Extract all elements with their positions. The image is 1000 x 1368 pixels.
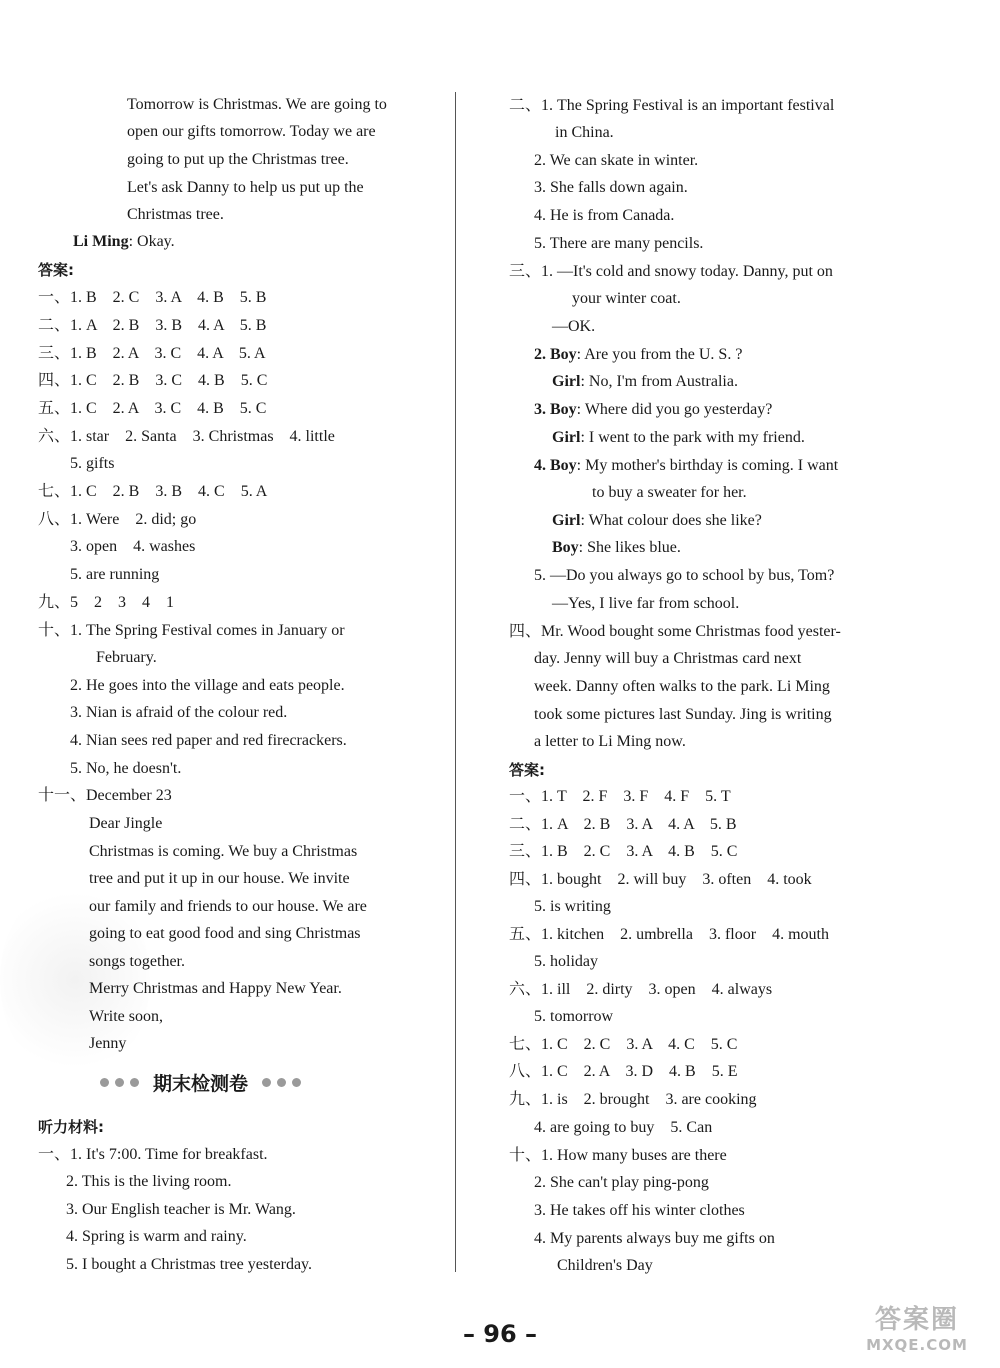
text-line [66,1255,312,1275]
text-line [66,1200,296,1220]
line-text: tree and put it up in our house. We invite [89,870,350,887]
text-line [89,1034,126,1054]
text-line [89,897,367,917]
line-text: 二、1. The Spring Festival is an important festival [509,97,835,114]
line-text: 答案: [38,261,74,279]
text-line [552,428,805,448]
text-line [73,232,175,252]
line-text: 4. He is from Canada. [534,207,675,224]
column-divider [455,92,456,1272]
line-text: 5. —Do you always go to school by bus, Tom? [534,567,835,584]
text-line [38,344,266,364]
line-text: 十一、December 23 [38,787,172,804]
line-text: 3. He takes off his winter clothes [534,1202,745,1219]
line-text: 4. are going to buy 5. Can [534,1119,713,1136]
text-line [555,123,614,143]
text-line [509,1035,737,1055]
text-line [38,288,266,308]
line-text: 3. Nian is afraid of the colour red. [70,704,288,721]
text-line [127,178,364,198]
text-line [534,1007,613,1027]
line-text: —Yes, I live far from school. [552,595,740,612]
text-line [70,565,159,585]
text-line [96,648,157,668]
line-text: 八、1. C 2. A 3. D 4. B 5. E [509,1063,738,1080]
line-text: : No, I'm from Australia. [580,373,738,390]
line-text: 一、1. T 2. F 3. F 4. F 5. T [509,788,731,805]
line-text: : Okay. [128,233,175,250]
line-text: 一、1. It's 7:00. Time for breakfast. [38,1146,268,1163]
line-text: 三、1. B 2. A 3. C 4. A 5. A [38,345,266,362]
line-text: 2. He goes into the village and eats people. [70,677,345,694]
line-text: to buy a sweater for her. [592,484,747,501]
text-line [38,371,267,391]
text-line [70,759,181,779]
text-line [89,1007,163,1027]
text-line [534,1173,709,1193]
page-number: – 96 – [462,1320,538,1348]
speaker-label: 3. Boy [534,401,577,418]
text-line [509,1062,737,1082]
text-line [509,842,737,862]
line-text: : What colour does she like? [580,512,762,529]
line-text: : My mother's birthday is coming. I want [576,457,839,474]
line-text: 四、Mr. Wood bought some Christmas food yester- [509,623,841,640]
text-line [534,649,801,669]
answer-heading [38,260,74,280]
text-line [89,979,342,999]
line-text: 2. We can skate in winter. [534,152,699,169]
speaker-label: Girl [552,373,581,390]
line-text: 七、1. C 2. B 3. B 4. C 5. A [38,483,268,500]
text-line [534,677,830,697]
line-text: 5. No, he doesn't. [70,760,182,777]
line-text: 五、1. kitchen 2. umbrella 3. floor 4. mouth [509,926,829,943]
bullet-dot-icon [100,1078,109,1087]
text-line [552,372,738,392]
speaker-label: Li Ming [73,233,129,250]
text-line [38,427,335,447]
line-text: : Where did you go yesterday? [576,401,773,418]
text-line [89,924,361,944]
text-line [38,593,174,613]
answer-heading [509,760,545,780]
text-line [557,1256,653,1276]
text-line [534,566,834,586]
text-line [552,511,762,531]
line-text: 七、1. C 2. C 3. A 4. C 5. C [509,1036,738,1053]
line-text: going to eat good food and sing Christmas [89,925,361,942]
line-text: 六、1. ill 2. dirty 3. open 4. always [509,981,773,998]
line-text: day. Jenny will buy a Christmas card next [534,650,802,667]
bullet-dot-icon [262,1078,271,1087]
line-text: 2. This is the living room. [66,1173,232,1190]
watermark-url: MXQE.COM [866,1336,968,1354]
line-text: Christmas is coming. We buy a Christmas [89,843,358,860]
line-text: 十、1. The Spring Festival comes in January or [38,622,345,639]
text-line [534,732,686,752]
line-text: 4. Nian sees red paper and red firecrackers. [70,732,347,749]
text-line [534,1229,775,1249]
bullet-dot-icon [292,1078,301,1087]
line-text: Children's Day [557,1257,653,1274]
line-text: Write soon, [89,1008,164,1025]
line-text: 八、1. Were 2. did; go [38,511,197,528]
line-text: 六、1. star 2. Santa 3. Christmas 4. little [38,428,335,445]
line-text: 5. is writing [534,898,611,915]
line-text: 九、5 2 3 4 1 [38,594,175,611]
bullet-dot-icon [277,1078,286,1087]
text-line [66,1227,247,1247]
text-line [127,150,349,170]
text-line [552,317,595,337]
text-line [509,925,829,945]
text-line [89,814,162,834]
line-text: Tomorrow is Christmas. We are going to [127,96,387,113]
line-text: 听力材料: [38,1118,104,1136]
text-line [534,151,698,171]
line-text: week. Danny often walks to the park. Li Ming [534,678,830,695]
text-line [70,676,345,696]
text-line [534,345,742,365]
text-line [509,1146,727,1166]
line-text: —OK. [552,318,596,335]
text-line [572,289,681,309]
line-text: 3. Our English teacher is Mr. Wang. [66,1201,296,1218]
line-text: 2. She can't play ping-pong [534,1174,709,1191]
line-text: 4. My parents always buy me gifts on [534,1230,775,1247]
line-text: 二、1. A 2. B 3. B 4. A 5. B [38,317,267,334]
text-line [70,703,287,723]
text-line [509,1090,757,1110]
watermark-text: 答案圈 [874,1305,959,1335]
line-text: your winter coat. [572,290,681,307]
line-text: 5. tomorrow [534,1008,614,1025]
text-line [509,980,772,1000]
line-text: Dear Jingle [89,815,163,832]
line-text: in China. [555,124,614,141]
speaker-label: Boy [552,539,579,556]
line-text: 一、1. B 2. C 3. A 4. B 5. B [38,289,267,306]
text-line [534,400,772,420]
line-text: 3. She falls down again. [534,179,688,196]
speaker-label: 2. Boy [534,346,577,363]
bullet-dot-icon [130,1078,139,1087]
line-text: 四、1. bought 2. will buy 3. often 4. took [509,871,812,888]
line-text: February. [96,649,157,666]
text-line [509,870,812,890]
text-line [127,205,224,225]
line-text: 五、1. C 2. A 3. C 4. B 5. C [38,400,267,417]
text-line [70,731,347,751]
line-text: 5. I bought a Christmas tree yesterday. [66,1256,313,1273]
line-text: 四、1. C 2. B 3. C 4. B 5. C [38,372,268,389]
speaker-label: Girl [552,429,581,446]
line-text: 5. gifts [70,455,115,472]
text-line [38,399,266,419]
text-line [89,869,350,889]
line-text: songs together. [89,953,185,970]
line-text: Christmas tree. [127,206,224,223]
line-text: 5. There are many pencils. [534,235,704,252]
text-line [552,594,739,614]
watermark-logo [842,1304,992,1364]
text-line [89,842,357,862]
text-line [534,456,838,476]
text-line [127,122,376,142]
line-text: : She likes blue. [578,539,681,556]
line-text: 二、1. A 2. B 3. A 4. A 5. B [509,816,737,833]
line-text: going to put up the Christmas tree. [127,151,349,168]
speaker-label: 4. Boy [534,457,577,474]
line-text: our family and friends to our house. We are [89,898,367,915]
line-text: Jenny [89,1035,127,1052]
text-line [66,1172,231,1192]
text-line [509,787,731,807]
text-line [38,786,172,806]
text-line [534,705,832,725]
text-line [38,316,266,336]
line-text: a letter to Li Ming now. [534,733,686,750]
line-text: 3. open 4. washes [70,538,196,555]
line-text: 答案: [509,761,545,779]
text-line [70,537,195,557]
text-line [509,622,841,642]
text-line [534,206,674,226]
text-line [592,483,747,503]
answer-heading [38,1117,104,1137]
line-text: 十、1. How many buses are there [509,1147,727,1164]
line-text: 三、1. B 2. C 3. A 4. B 5. C [509,843,738,860]
text-line [70,454,114,474]
line-text: open our gifts tomorrow. Today we are [127,123,376,140]
section-title: 期末检测卷 [153,1072,249,1095]
text-line [38,1145,268,1165]
line-text: : I went to the park with my friend. [580,429,805,446]
line-text: 三、1. —It's cold and snowy today. Danny, put on [509,263,833,280]
line-text: took some pictures last Sunday. Jing is writing [534,706,832,723]
line-text: 5. are running [70,566,160,583]
line-text: Merry Christmas and Happy New Year. [89,980,342,997]
text-line [127,95,387,115]
text-line [534,178,688,198]
text-line [509,262,833,282]
text-line [552,538,681,558]
text-line [534,1201,745,1221]
text-line [534,1118,712,1138]
text-line [534,952,598,972]
text-line [509,815,737,835]
text-line [38,482,267,502]
bullet-dot-icon [115,1078,124,1087]
line-text: 九、1. is 2. brought 3. are cooking [509,1091,757,1108]
line-text: : Are you from the U. S. ? [576,346,743,363]
section-title-row [100,1070,301,1094]
text-line [89,952,185,972]
line-text: 4. Spring is warm and rainy. [66,1228,247,1245]
text-line [38,510,196,530]
text-line [534,234,703,254]
speaker-label: Girl [552,512,581,529]
text-line [534,897,611,917]
text-line [38,621,345,641]
line-text: Let's ask Danny to help us put up the [127,179,364,196]
text-line [509,96,834,116]
line-text: 5. holiday [534,953,598,970]
